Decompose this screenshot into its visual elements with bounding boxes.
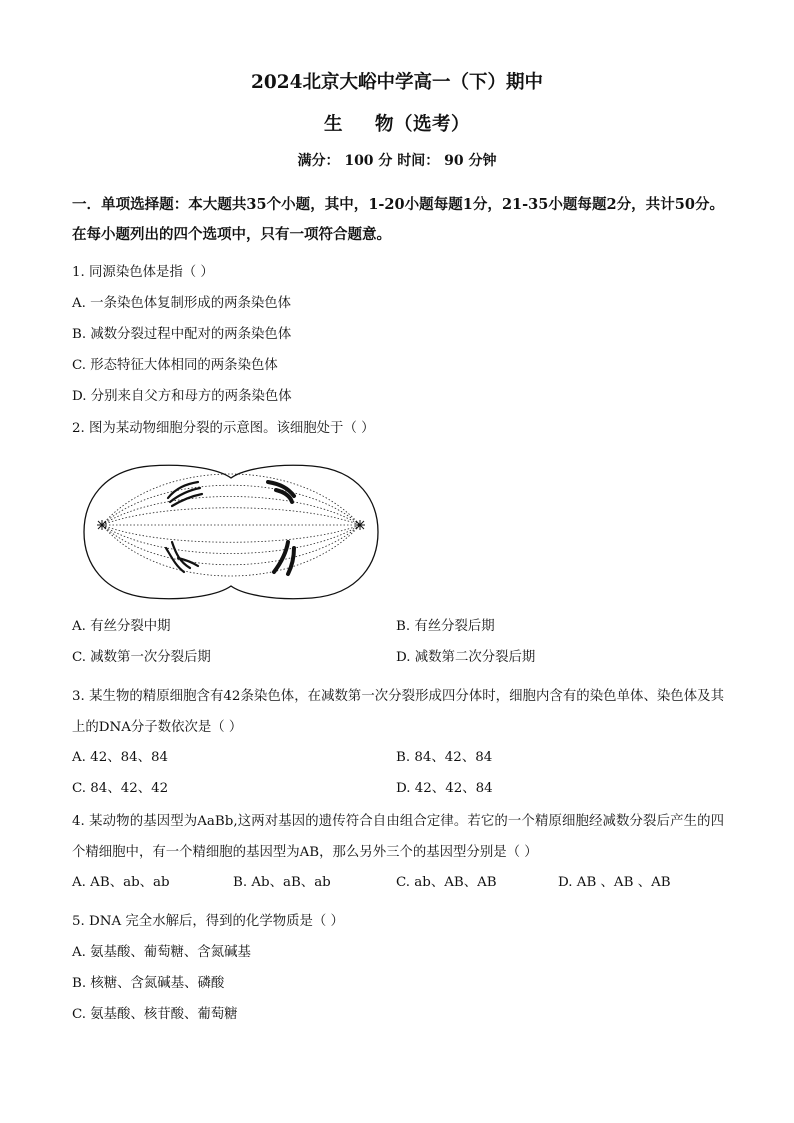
question-3-stem: 3. 某生物的精原细胞含有42条染色体，在减数第一次分裂形成四分体时，细胞内含有的染色单体、染色体及其上的DNA分子数依次是（ ） xyxy=(72,689,724,735)
question-3-option-d: D. 42、42、84 xyxy=(396,781,493,796)
question-5-option-b: B. 核糖、含氮碱基、磷酸 xyxy=(72,976,225,991)
section-heading: 一．单项选择题：本大题共35个小题，其中，1-20小题每题1分，21-35小题每题2分，共计50分。在每小题列出的四个选项中，只有一项符合题意。 xyxy=(72,196,724,243)
centrosome-left xyxy=(97,520,107,530)
question-4-stem: 4. 某动物的基因型为AaBb,这两对基因的遗传符合自由组合定律。若它的一个精原细胞经减数分裂后产生的四个精细胞中，有一个精细胞的基因型为AB，那么另外三个的基因型分别是（ ） xyxy=(72,814,724,860)
question-2-option-c: C. 减数第一次分裂后期 xyxy=(72,650,211,665)
question-1-option-b: B. 减数分裂过程中配对的两条染色体 xyxy=(72,327,292,342)
question-3-option-c: C. 84、42、42 xyxy=(72,781,169,796)
question-1-option-d: D. 分别来自父方和母方的两条染色体 xyxy=(72,389,292,404)
question-3-option-a: A. 42、84、84 xyxy=(72,750,169,765)
spindle-fibers xyxy=(102,474,360,576)
question-4-option-a: A. AB、ab、ab xyxy=(72,875,170,890)
cell-division-figure xyxy=(80,462,382,602)
exam-meta: 满分： 100 分 时间： 90 分钟 xyxy=(297,153,497,169)
question-5-option-c: C. 氨基酸、核苷酸、葡萄糖 xyxy=(72,1007,238,1022)
chromosome-upper-right xyxy=(268,482,294,502)
question-2-option-d: D. 减数第二次分裂后期 xyxy=(396,650,536,665)
question-2-option-b: B. 有丝分裂后期 xyxy=(396,619,495,634)
question-4-option-c: C. ab、AB、AB xyxy=(396,875,497,890)
question-5-option-a: A. 氨基酸、葡萄糖、含氮碱基 xyxy=(72,945,251,960)
question-1-option-c: C. 形态特征大体相同的两条染色体 xyxy=(72,358,278,373)
question-2-option-a: A. 有丝分裂中期 xyxy=(72,619,171,634)
exam-subject xyxy=(0,110,794,136)
question-4-option-b: B. Ab、aB、ab xyxy=(233,875,331,890)
question-3-option-b: B. 84、42、84 xyxy=(396,750,493,765)
question-1-option-a: A. 一条染色体复制形成的两条染色体 xyxy=(72,296,292,311)
centrosome-right xyxy=(355,520,365,530)
subject-char-2: 物（选考） xyxy=(375,114,471,135)
exam-title: 2024北京大峪中学高一（下）期中 xyxy=(251,72,543,93)
subject-char-1: 生 xyxy=(323,114,343,135)
question-5-stem: 5. DNA 完全水解后，得到的化学物质是（ ） xyxy=(72,914,344,929)
question-1-stem: 1. 同源染色体是指（ ） xyxy=(72,265,214,280)
chromosome-upper-left xyxy=(168,482,202,506)
question-2-stem: 2. 图为某动物细胞分裂的示意图。该细胞处于（ ） xyxy=(72,421,375,436)
question-4-option-d: D. AB 、AB 、AB xyxy=(558,875,671,890)
